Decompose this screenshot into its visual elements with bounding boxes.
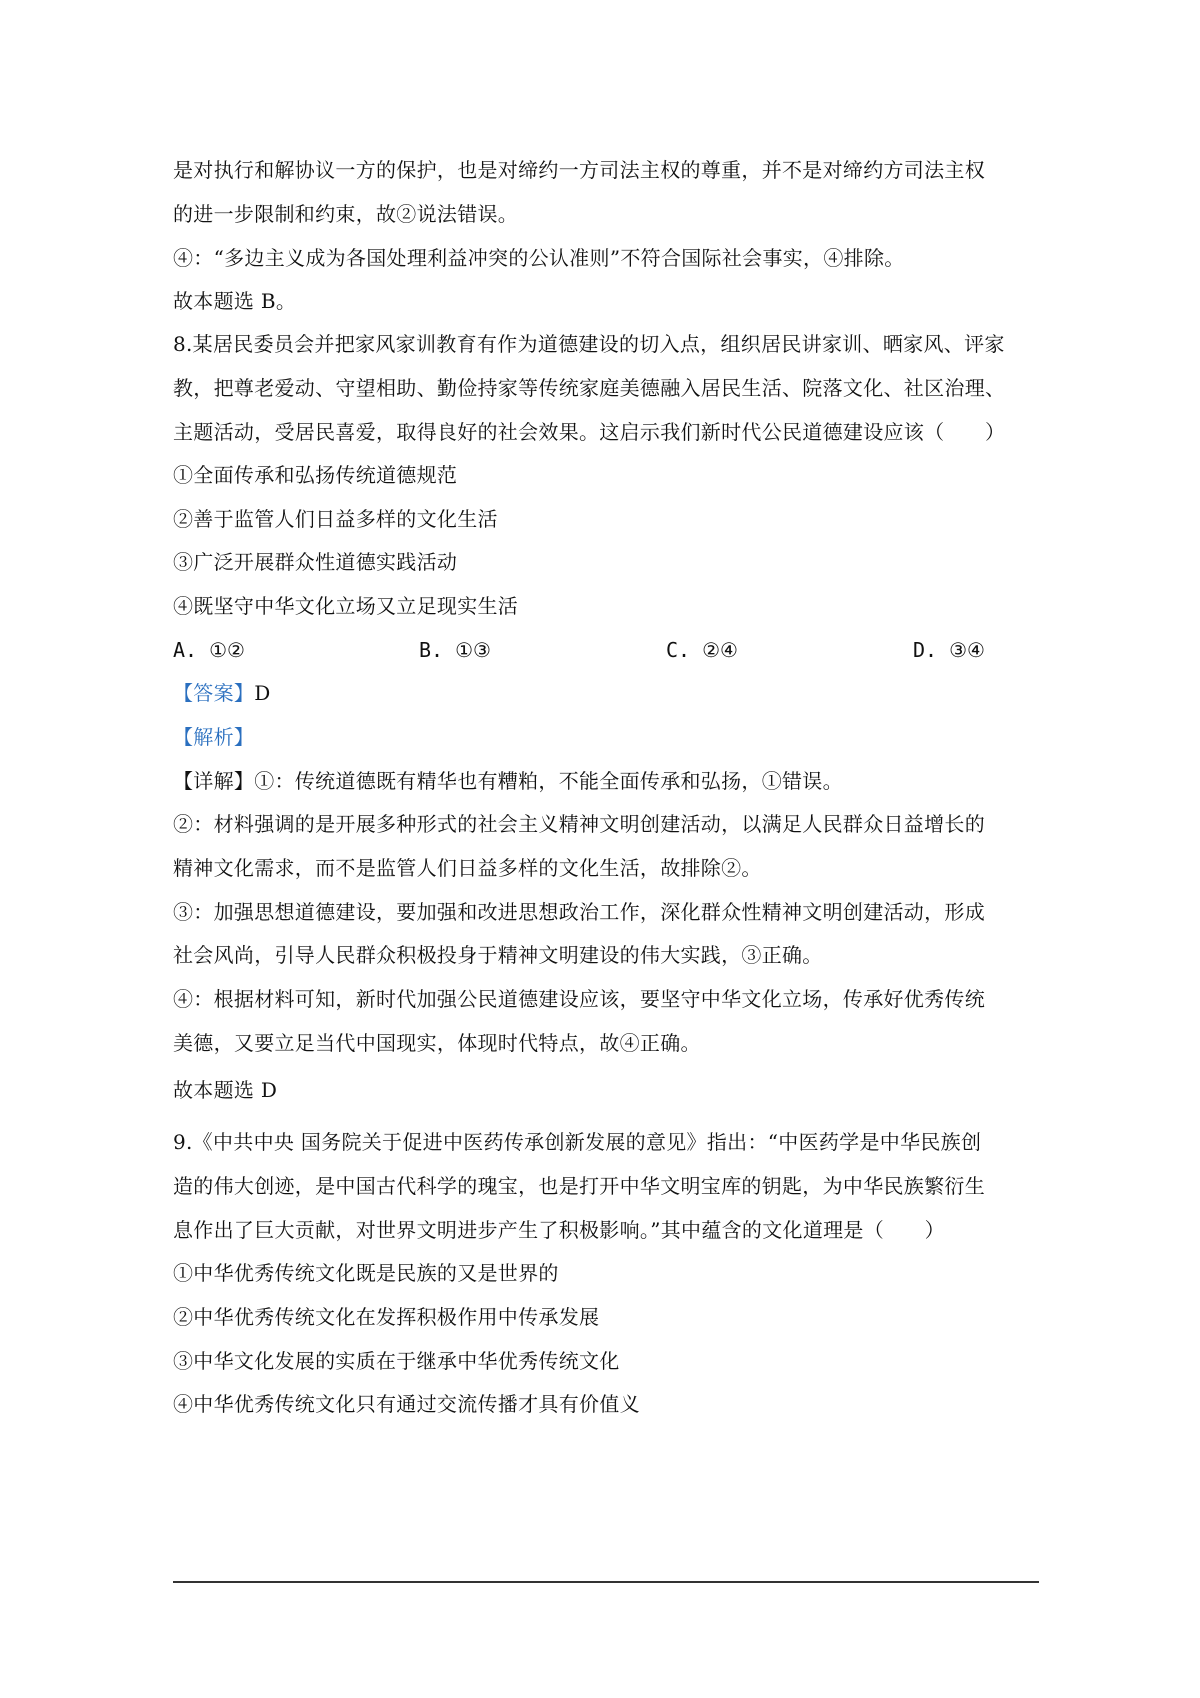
q8-statement-2: ②善于监管人们日益多样的文化生活	[173, 507, 498, 531]
q8-detail-line-7: 美德，又要立足当代中国现实，体现时代特点，故④正确。	[173, 1031, 701, 1055]
q8-statement-4: ④既坚守中华文化立场又立足现实生活	[173, 594, 519, 618]
q9-statement-2: ②中华优秀传统文化在发挥积极作用中传承发展	[173, 1305, 600, 1329]
q8-option-b: B. ①③	[419, 638, 491, 662]
analysis-tag: 【解析】	[173, 725, 255, 749]
answer-value: D	[254, 681, 271, 705]
prev-analysis-line-3: ④：“多边主义成为各国处理利益冲突的公认准则”不符合国际社会事实，④排除。	[173, 246, 905, 270]
q9-statement-3: ③中华文化发展的实质在于继承中华优秀传统文化	[173, 1349, 620, 1373]
q8-stem-line-1: 8.某居民委员会并把家风家训教育有作为道德建设的切入点，组织居民讲家训、晒家风、评家	[173, 332, 1005, 356]
document-page	[173, 0, 1033, 1698]
q9-stem-line-2: 造的伟大创迹，是中国古代科学的瑰宝，也是打开中华文明宝库的钥匙，为中华民族繁衍生	[173, 1174, 985, 1198]
q8-statement-3: ③广泛开展群众性道德实践活动	[173, 550, 458, 574]
q8-analysis-heading	[173, 723, 254, 751]
q8-stem-line-3: 主题活动，受居民喜爱，取得良好的社会效果。这启示我们新时代公民道德建设应该（ ）	[173, 420, 1006, 444]
q9-stem-line-3: 息作出了巨大贡献，对世界文明进步产生了积极影响。”其中蕴含的文化道理是（ ）	[173, 1218, 945, 1242]
prev-analysis-line-1: 是对执行和解协议一方的保护，也是对缔约一方司法主权的尊重，并不是对缔约方司法主权	[173, 158, 985, 182]
detail-tag: 【详解】	[173, 769, 255, 793]
q9-stem-line-1: 9.《中共中央 国务院关于促进中医药传承创新发展的意见》指出：“中医药学是中华民族创	[173, 1130, 982, 1154]
q8-option-c: C. ②④	[666, 638, 738, 662]
footer-divider	[173, 1581, 1039, 1583]
answer-tag: 【答案】	[173, 681, 255, 705]
q8-stem-line-2: 教，把尊老爱动、守望相助、勤俭持家等传统家庭美德融入居民生活、院落文化、社区治理、	[173, 376, 1006, 400]
q8-statement-1: ①全面传承和弘扬传统道德规范	[173, 463, 458, 487]
q8-option-d: D. ③④	[913, 638, 985, 662]
q9-statement-4: ④中华优秀传统文化只有通过交流传播才具有价值义	[173, 1392, 640, 1416]
detail-first-text: ①：传统道德既有精华也有糟粕，不能全面传承和弘扬，①错误。	[254, 769, 843, 793]
q8-detail-line-3: 精神文化需求，而不是监管人们日益多样的文化生活，故排除②。	[173, 856, 762, 880]
prev-conclusion: 故本题选 B。	[173, 289, 297, 313]
q8-option-a: A. ①②	[173, 638, 245, 662]
q8-detail-line-1	[173, 767, 843, 795]
q9-statement-1: ①中华优秀传统文化既是民族的又是世界的	[173, 1261, 559, 1285]
q8-answer	[173, 679, 271, 707]
q8-detail-line-4: ③：加强思想道德建设，要加强和改进思想政治工作，深化群众性精神文明创建活动，形成	[173, 900, 985, 924]
q8-conclusion: 故本题选 D	[173, 1078, 278, 1102]
q8-detail-line-6: ④：根据材料可知，新时代加强公民道德建设应该，要坚守中华文化立场，传承好优秀传统	[173, 987, 985, 1011]
prev-analysis-line-2: 的进一步限制和约束，故②说法错误。	[173, 202, 519, 226]
q8-detail-line-5: 社会风尚，引导人民群众积极投身于精神文明建设的伟大实践，③正确。	[173, 943, 823, 967]
q8-detail-line-2: ②：材料强调的是开展多种形式的社会主义精神文明创建活动，以满足人民群众日益增长的	[173, 812, 985, 836]
